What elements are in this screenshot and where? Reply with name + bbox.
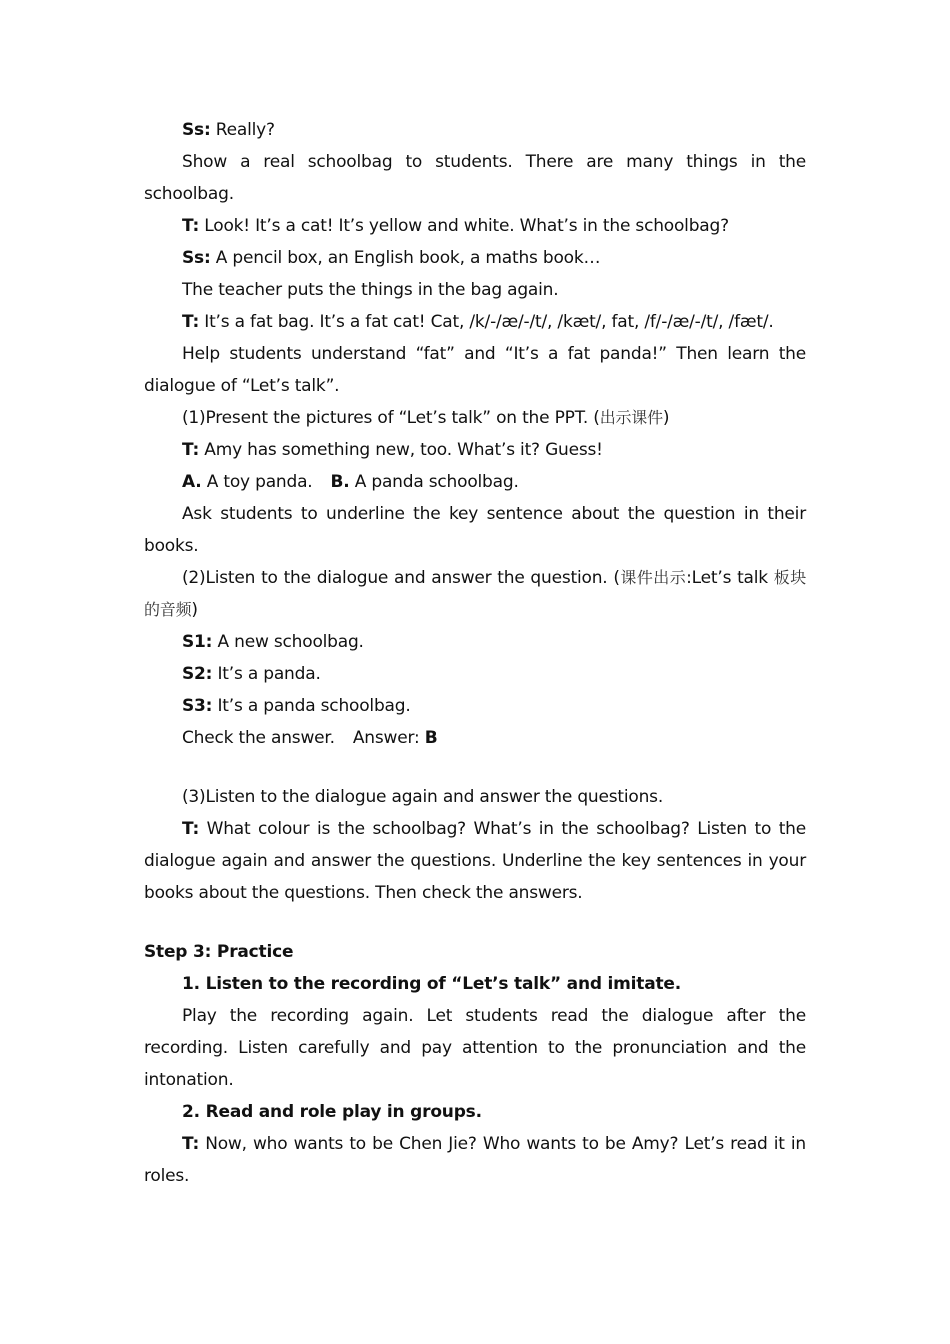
dialogue-line bbox=[144, 690, 806, 722]
answer-label: Answer: bbox=[352, 728, 425, 748]
speaker-label: T: bbox=[182, 819, 200, 839]
dialogue-line bbox=[144, 434, 806, 466]
instruction-text: ) bbox=[191, 600, 198, 620]
dialogue-text: A new schoolbag. bbox=[212, 632, 364, 652]
speaker-label: T: bbox=[182, 440, 200, 460]
instruction-paragraph: Ask students to underline the key sentence about the question in their books. bbox=[144, 504, 806, 556]
dialogue-text: A pencil box, an English book, a maths book… bbox=[210, 248, 601, 268]
subheading-item: 2. Read and role play in groups. bbox=[182, 1102, 482, 1122]
instruction-text: ) bbox=[662, 408, 670, 428]
instruction-paragraph bbox=[144, 402, 806, 434]
dialogue-line bbox=[144, 306, 806, 338]
dialogue-line bbox=[144, 242, 806, 274]
instruction-text: :Let’s talk bbox=[686, 568, 774, 588]
dialogue-text: It’s a panda. bbox=[212, 664, 321, 684]
dialogue-line bbox=[144, 1128, 806, 1192]
step-heading: Step 3: Practice bbox=[144, 942, 294, 962]
dialogue-text: It’s a panda schoolbag. bbox=[212, 696, 411, 716]
speaker-label: S1: bbox=[182, 632, 213, 652]
instruction-paragraph bbox=[144, 562, 806, 626]
option-label: A. bbox=[182, 472, 202, 492]
answer-options bbox=[144, 466, 806, 498]
speaker-label: S3: bbox=[182, 696, 213, 716]
speaker-label: T: bbox=[182, 312, 200, 332]
speaker-label: Ss: bbox=[182, 248, 211, 268]
speaker-label: Ss: bbox=[182, 120, 211, 140]
option-text: A toy panda. bbox=[201, 472, 313, 492]
dialogue-text: Look! It’s a cat! It’s yellow and white. What’s in the schoolbag? bbox=[199, 216, 729, 236]
chinese-note: 出示课件 bbox=[599, 408, 663, 427]
option-text: A panda schoolbag. bbox=[349, 472, 519, 492]
speaker-label: T: bbox=[182, 1134, 200, 1154]
answer-check bbox=[144, 722, 806, 754]
dialogue-text: What colour is the schoolbag? What’s in the schoolbag? Listen to the dialogue again and answer the questions. Underline the key sentences in your books about the questions. Then check the answers. bbox=[144, 819, 806, 903]
instruction-text: (2)Listen to the dialogue and answer the question. ( bbox=[182, 568, 620, 588]
chinese-note: 课件出示 bbox=[619, 568, 687, 587]
dialogue-line bbox=[144, 626, 806, 658]
lesson-plan-body bbox=[144, 114, 806, 1192]
dialogue-line bbox=[144, 114, 806, 146]
answer-value: B bbox=[424, 728, 438, 748]
dialogue-line bbox=[144, 813, 806, 909]
speaker-label: T: bbox=[182, 216, 200, 236]
speaker-label: S2: bbox=[182, 664, 213, 684]
spacer bbox=[144, 754, 806, 781]
chinese-note: 板块的音频 bbox=[144, 568, 807, 619]
option-label: B. bbox=[330, 472, 350, 492]
instruction-paragraph: Show a real schoolbag to students. There are many things in the schoolbag. bbox=[144, 152, 806, 204]
instruction-text: Check the answer. bbox=[182, 728, 335, 748]
instruction-paragraph: Help students understand “fat” and “It’s a fat panda!” Then learn the dialogue of “Let’s talk”. bbox=[144, 344, 806, 396]
dialogue-text: Now, who wants to be Chen Jie? Who wants to be Amy? Let’s read it in roles. bbox=[144, 1134, 806, 1186]
dialogue-text: It’s a fat bag. It’s a fat cat! Cat, /k/-/æ/-/t/, /kæt/, fat, /f/-/æ/-/t/, /fæt/. bbox=[199, 312, 774, 332]
dialogue-line bbox=[144, 658, 806, 690]
instruction-text: (1)Present the pictures of “Let’s talk” on the PPT. ( bbox=[182, 408, 600, 428]
dialogue-text: Really? bbox=[210, 120, 275, 140]
dialogue-line bbox=[144, 210, 806, 242]
spacer bbox=[144, 909, 806, 936]
subheading-item: 1. Listen to the recording of “Let’s talk” and imitate. bbox=[182, 974, 682, 994]
instruction-paragraph: The teacher puts the things in the bag again. bbox=[182, 280, 559, 300]
instruction-paragraph: Play the recording again. Let students read the dialogue after the recording. Listen carefully and pay attention to the pronunciation and the intonation. bbox=[144, 1006, 806, 1090]
dialogue-text: Amy has something new, too. What’s it? Guess! bbox=[199, 440, 603, 460]
instruction-paragraph: (3)Listen to the dialogue again and answer the questions. bbox=[182, 787, 664, 807]
